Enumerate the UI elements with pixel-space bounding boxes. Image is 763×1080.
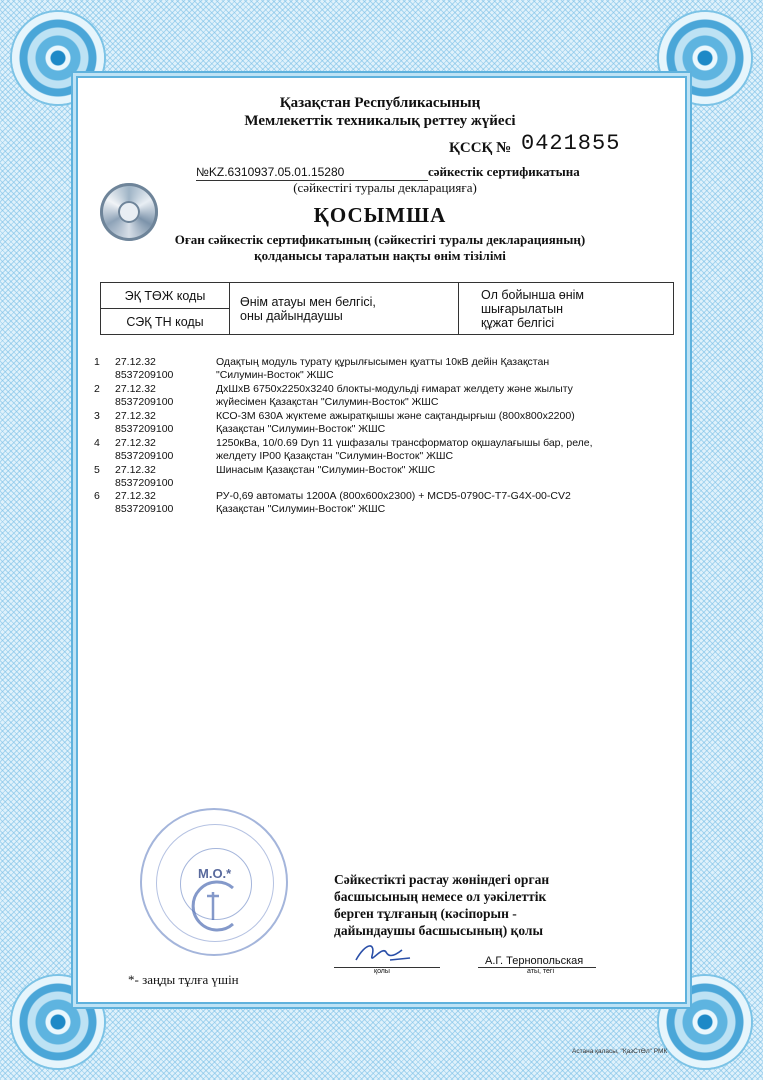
item-code-2: 8537209100	[115, 423, 174, 435]
signature-block-text	[334, 871, 549, 939]
item-code-1: 27.12.32	[115, 464, 156, 476]
item-number: 2	[94, 383, 100, 395]
signature-text-line-3: берген тұлғаның (кәсіпорын -	[334, 906, 517, 921]
column-document	[459, 283, 674, 335]
item-description-line-2: жүйесімен Қазақстан "Силумин-Восток" ЖШС	[216, 396, 439, 408]
item-description-line-1: 1250кВа, 10/0.69 Dyn 11 үшфазалы трансформатор оқшаулағышы бар, реле,	[216, 437, 593, 449]
item-number: 6	[94, 490, 100, 502]
header-line-2: Мемлекеттік техникалық реттеу жүйесі	[244, 113, 516, 129]
column-document-line-3: құжат белгісі	[481, 315, 555, 330]
name-caption: аты, тегі	[527, 968, 554, 975]
item-description-line-1: Одақтың модуль турату құрылғысымен қуатты 10кВ дейін Қазақстан	[216, 356, 550, 368]
item-number: 1	[94, 356, 100, 368]
item-description-line-1: Шинасым Қазақстан "Силумин-Восток" ЖШС	[216, 464, 436, 476]
subtitle-line-2: қолданысы таралатын нақты өнім тізілімі	[254, 248, 506, 263]
item-description-line-2: "Силумин-Восток" ЖШС	[216, 369, 334, 381]
item-code-1: 27.12.32	[115, 437, 156, 449]
item-code-2: 8537209100	[115, 450, 174, 462]
item-code-2: 8537209100	[115, 369, 174, 381]
column-product-name-line-2: оны дайындаушы	[240, 308, 343, 323]
item-code-2: 8537209100	[115, 503, 174, 515]
item-number: 5	[94, 464, 100, 476]
item-description-line-1: КСО-3М 630А жүктеме ажыратқышы және сақтандырғыш (800х800х2200)	[216, 410, 575, 422]
signature-text-line-2: басшысының немесе ол уәкілеттік	[334, 889, 547, 904]
item-description-line-2: Қазақстан "Силумин-Восток" ЖШС	[216, 423, 386, 435]
printer-imprint: Астана қаласы, "ҚазСтӨл" РМК	[572, 1048, 668, 1055]
certificate-sublabel: (сәйкестігі туралы декларацияға)	[293, 180, 477, 195]
item-number: 4	[94, 437, 100, 449]
stamp-emblem-icon	[183, 878, 253, 934]
item-code-2: 8537209100	[115, 396, 174, 408]
item-number: 3	[94, 410, 100, 422]
footnote: *- заңды тұлға үшін	[128, 972, 239, 987]
header-line-1: Қазақстан Республикасының	[279, 95, 481, 111]
column-product-name	[230, 283, 459, 335]
signature-text-line-4: дайындаушы басшысының) қолы	[334, 923, 544, 938]
item-code-1: 27.12.32	[115, 410, 156, 422]
products-table-header	[100, 282, 674, 335]
item-description-line-2: Қазақстан "Силумин-Восток" ЖШС	[216, 503, 386, 515]
number-prefix: ҚССҚ №	[449, 140, 512, 156]
certificate-serial-number: 0421855	[521, 131, 621, 156]
signature-caption: қолы	[374, 968, 390, 975]
column-product-name-line-1: Өнім атауы мен белгісі,	[240, 294, 376, 309]
stamp-label: М.О.*	[198, 866, 232, 881]
item-description-line-1: ДхШхВ 6750х2250х3240 блокты-модульді ғимарат желдету және жылыту	[216, 383, 573, 395]
item-code-1: 27.12.32	[115, 356, 156, 368]
column-document-line-2: шығарылатын	[481, 301, 564, 316]
item-description-line-1: РУ-0,69 автоматы 1200А (800х600х2300) + MCD5-0790C-T7-G4X-00-CV2	[216, 490, 571, 502]
column-code-bottom: СЭҚ ТН коды	[101, 309, 230, 335]
column-code-top: ЭҚ ТӨЖ коды	[101, 283, 230, 309]
page-title: ҚОСЫМША	[313, 203, 447, 227]
certificate-number: №KZ.6310937.05.01.15280	[196, 165, 345, 179]
item-code-1: 27.12.32	[115, 490, 156, 502]
subtitle-line-1: Оған сәйкестік сертификатының (сәйкестігі туралы декларацияның)	[174, 232, 586, 247]
signatory-name: А.Г. Тернопольская	[485, 955, 584, 967]
item-code-2: 8537209100	[115, 477, 174, 489]
signature-text-line-1: Сәйкестікті растау жөніндегі орган	[334, 872, 550, 887]
certificate-label: сәйкестік сертификатына	[428, 164, 580, 179]
column-document-line-1: Ол бойынша өнім	[481, 287, 585, 302]
item-description-line-2: желдету IP00 Қазақстан "Силумин-Восток" ЖШС	[216, 450, 454, 462]
handwritten-signature	[352, 938, 414, 968]
item-code-1: 27.12.32	[115, 383, 156, 395]
